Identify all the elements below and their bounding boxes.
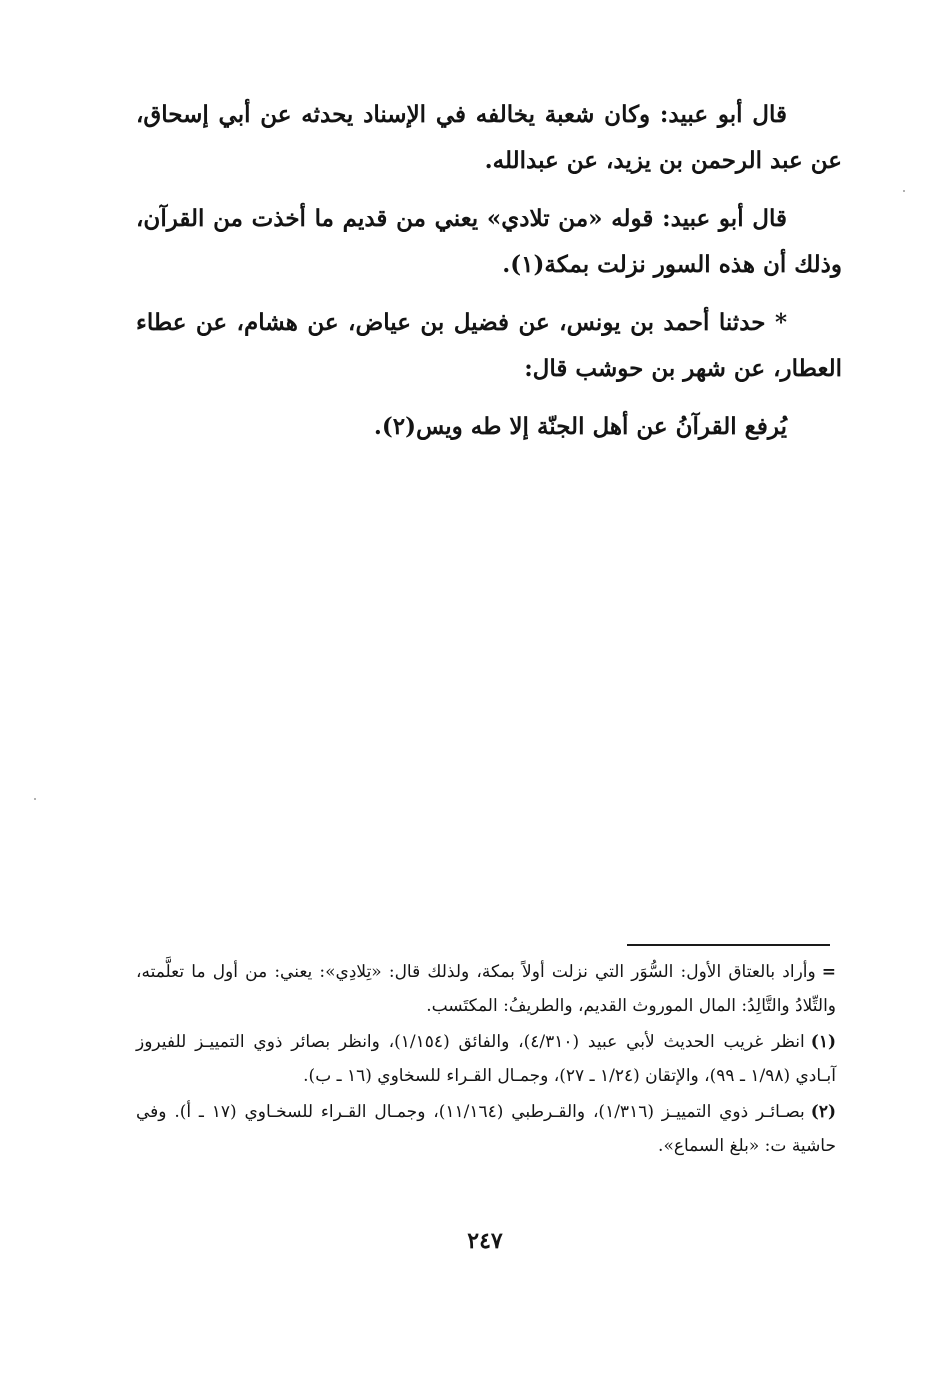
footnote-text: انظر غريب الحديث لأبي عبيد (٤/٣١٠)، والفائق (١/١٥٤)، وانظر بصائر ذوي التمييـز للفيروز آبـادي (١/٩٨ ـ ٩٩)، والإتقان (١/٢٤ ـ ٢٧)، وجمـال القـراء للسخاوي (١٦ ـ ب). [136,1032,836,1086]
scan-speck [34,798,36,800]
footnote-1 [136,1025,836,1093]
footnote-2 [136,1095,836,1163]
footnote-marker: (١) [810,1032,836,1052]
footnote-marker: = [821,962,836,982]
footnote-marker: (٢) [810,1102,836,1122]
footnote-continuation [136,955,836,1023]
paragraph-4: يُرفع القرآنُ عن أهل الجنّة إلا طه ويس(٢). [373,413,787,440]
main-text-body [136,92,842,462]
paragraph-3: * حدثنا أحمد بن يونس، عن فضيل بن عياض، عن هشام، عن عطاء العطار، عن شهر بن حوشب قال: [136,309,842,382]
paragraph-2: قال أبو عبيد: قوله «من تلادي» يعني من قديم ما أخذت من القرآن، وذلك أن هذه السور نزلت بمكة(١). [136,205,842,278]
paragraph-1: قال أبو عبيد: وكان شعبة يخالفه في الإسناد يحدثه عن أبي إسحاق، عن عبد الرحمن بن يزيد، عن عبدالله. [136,101,842,174]
footnote-text: بصـائـر ذوي التمييـز (١/٣١٦)، والقـرطبي (١١/١٦٤)، وجمـال القـراء للسخـاوي (١٧ ـ أ). وفي حاشية ت: «بلغ السماع». [136,1102,836,1156]
scan-speck [903,190,905,192]
footnote-text: وأراد بالعتاق الأول: السُّوَر التي نزلت أولاً بمكة، ولذلك قال: «تِلادِي»: يعني: من أول ما تعلَّمته، والتِّلادُ والتَّالِدُ: المال الموروث القديم، والطريفُ: المكتَسب. [136,962,836,1016]
page-number: ٢٤٧ [467,1228,503,1254]
footnote-divider [627,944,830,946]
footnotes-section [136,955,836,1165]
